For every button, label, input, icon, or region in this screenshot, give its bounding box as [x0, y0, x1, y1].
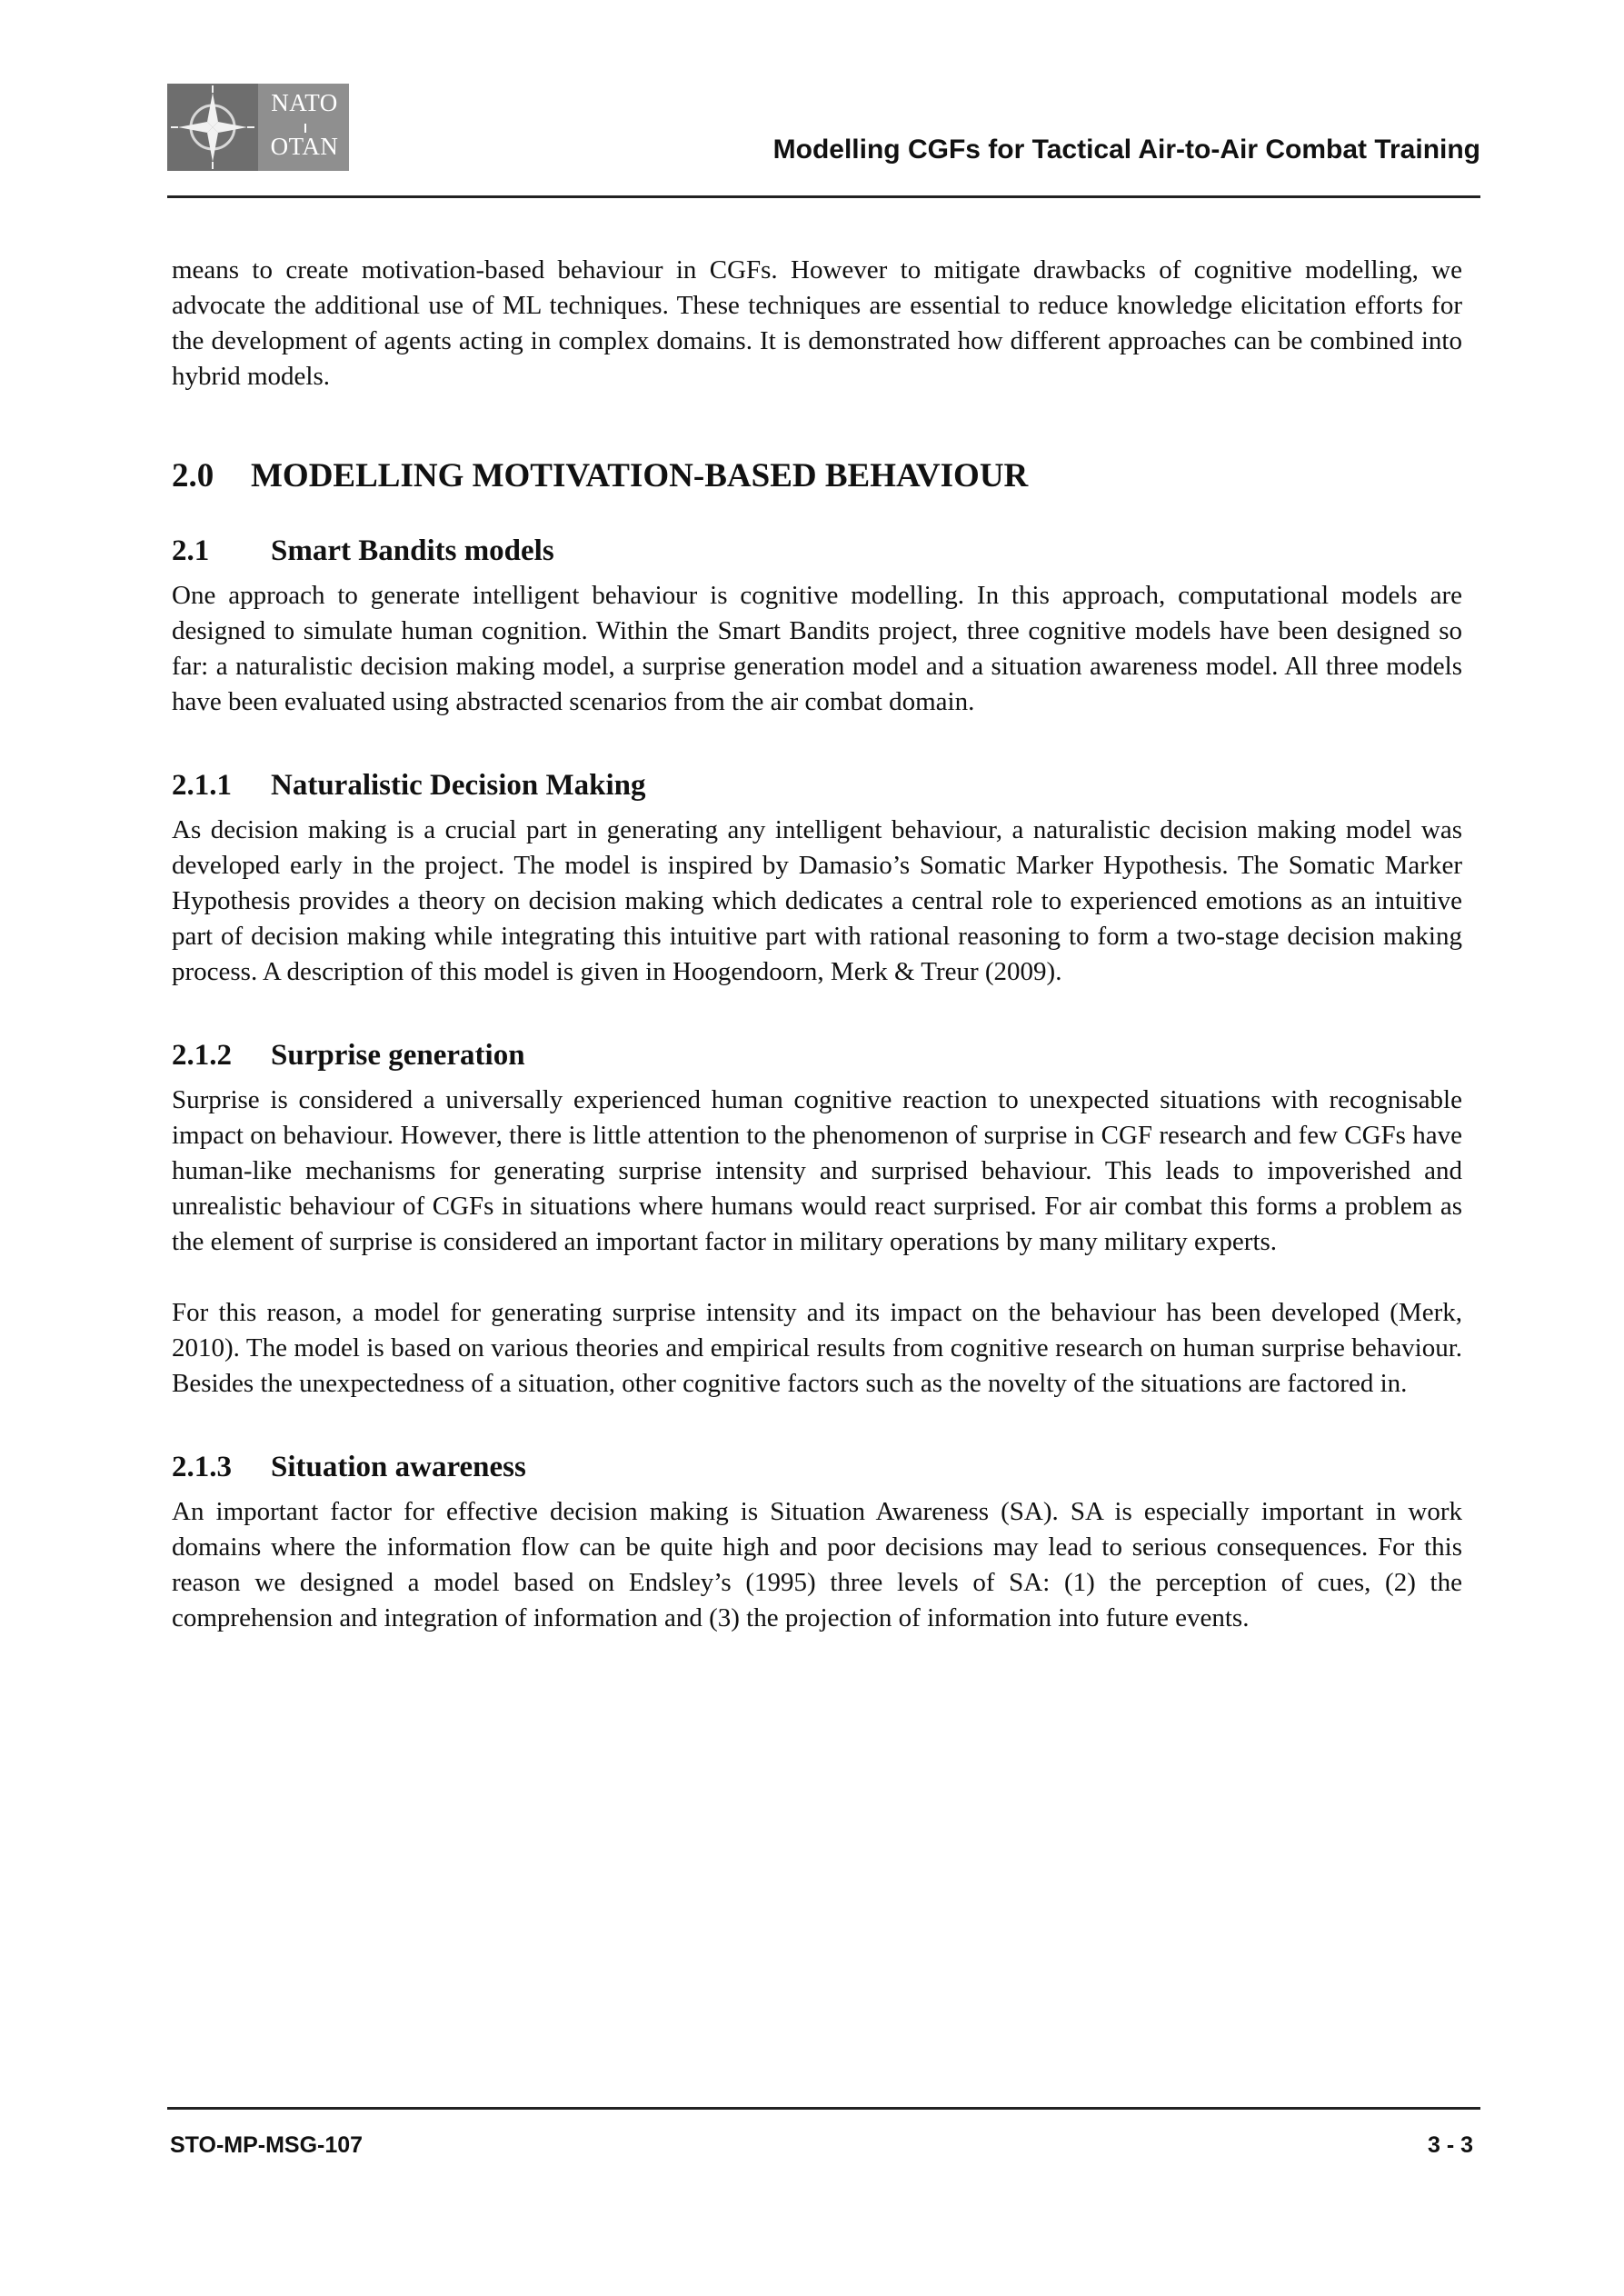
intro-paragraph: means to create motivation-based behaviour in CGFs. However to mitigate drawbacks of cognitive modelling, we advocate the additional use of ML techniques. These techniques are essential to reduce knowledge elicitation efforts for the development of agents acting in complex domains. It is demonstrated how different approaches can be combined into hybrid models.	[172, 255, 1462, 391]
logo-separator	[304, 124, 306, 133]
section-number: 2.1.2	[172, 1039, 232, 1072]
section-title: Surprise generation	[271, 1039, 525, 1072]
logo-text-nato: NATO	[271, 89, 338, 116]
section-heading-2-1-2	[172, 1035, 1462, 1075]
section-heading-2-0	[172, 454, 1462, 498]
header-rule	[167, 195, 1480, 198]
page-number: 3 - 3	[1427, 2132, 1473, 2158]
section-number: 2.1	[172, 534, 210, 567]
section-heading-2-1-3	[172, 1447, 1462, 1487]
logo-text-otan: OTAN	[270, 133, 339, 160]
page-footer	[167, 2107, 1480, 2161]
section-number: 2.0	[172, 457, 214, 494]
section-heading-2-1-1	[172, 765, 1462, 805]
section-heading-2-1	[172, 531, 1462, 571]
section-2-1-1-paragraph: As decision making is a crucial part in generating any intelligent behaviour, a naturalistic decision making model was developed early in the project. The model is inspired by Damasio’s Somatic Marker Hypothesis. The Somatic Marker Hypothesis provides a theory on decision making which dedicates a central role to experienced emotions as an intuitive part of decision making while integrating this intuitive part with rational reasoning to form a two-stage decision making process. A description of this model is given in Hoogendoorn, Merk & Treur (2009).	[172, 815, 1462, 986]
section-2-1-paragraph: One approach to generate intelligent behaviour is cognitive modelling. In this approach, computational models are designed to simulate human cognition. Within the Smart Bandits project, three cognitive models have been designed so far: a naturalistic decision making model, a surprise generation model and a situation awareness model. All three models have been evaluated using abstracted scenarios from the air combat domain.	[172, 581, 1462, 716]
section-title: Situation awareness	[271, 1451, 526, 1483]
nato-otan-logo	[167, 84, 349, 171]
section-number: 2.1.1	[172, 769, 232, 802]
section-title: Smart Bandits models	[271, 534, 554, 567]
section-2-1-2-paragraph-2: For this reason, a model for generating surprise intensity and its impact on the behaviour has been developed (Merk, 2010). The model is based on various theories and empirical results from cognitive research on human surprise behaviour. Besides the unexpectedness of a situation, other cognitive factors such as the novelty of the situations are factored in.	[172, 1298, 1462, 1398]
section-title: MODELLING MOTIVATION-BASED BEHAVIOUR	[251, 457, 1029, 494]
page-header	[167, 84, 1480, 198]
section-title: Naturalistic Decision Making	[271, 769, 646, 802]
footer-rule	[167, 2107, 1480, 2110]
section-2-1-3-paragraph: An important factor for effective decision making is Situation Awareness (SA). SA is especially important in work domains where the information flow can be quite high and poor decisions may lead to serious consequences. For this reason we designed a model based on Endsley’s (1995) three levels of SA: (1) the perception of cues, (2) the comprehension and integration of information and (3) the projection of information into future events.	[172, 1497, 1462, 1632]
running-header-title: Modelling CGFs for Tactical Air-to-Air Combat Training	[772, 135, 1480, 165]
section-2-1-2-paragraph-1: Surprise is considered a universally experienced human cognitive reaction to unexpected situations with recognisable impact on behaviour. However, there is little attention to the phenomenon of surprise in CGF research and few CGFs have human-like mechanisms for generating surprise intensity and surprised behaviour. This leads to impoverished and unrealistic behaviour of CGFs in situations where humans would react surprised. For air combat this forms a problem as the element of surprise is considered an important factor in military operations by many military experts.	[172, 1085, 1462, 1256]
page-body	[172, 253, 1462, 1636]
nato-compass-icon	[167, 84, 258, 171]
section-number: 2.1.3	[172, 1451, 232, 1483]
document-id: STO-MP-MSG-107	[170, 2132, 364, 2158]
